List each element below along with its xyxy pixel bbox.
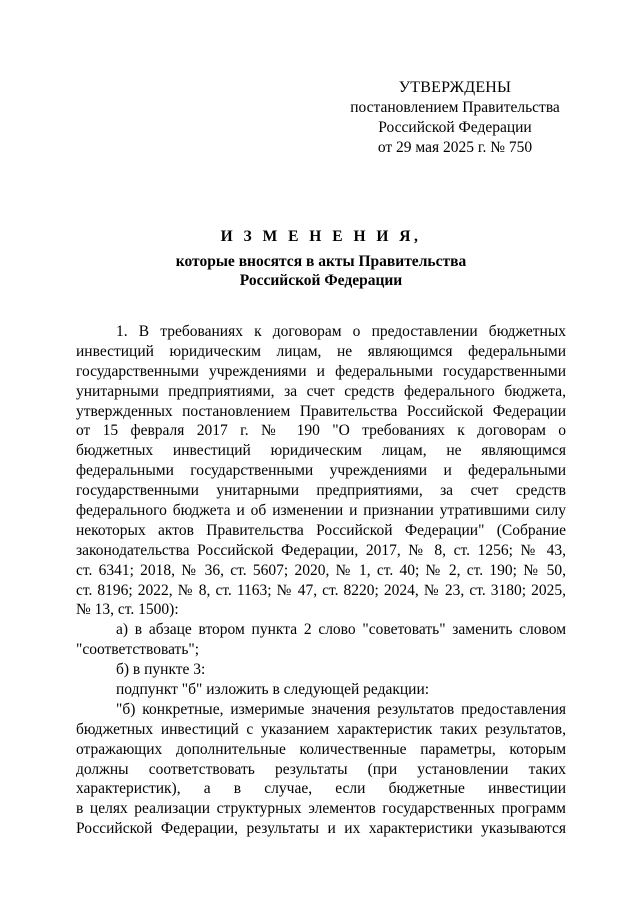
body-line: некоторых актов Правительства Российской Федерации" (Собрание bbox=[76, 521, 566, 539]
body-line: в целях реализации структурных элементов государственных программ bbox=[76, 800, 566, 818]
body-line: ст. 6341; 2018, № 36, ст. 5607; 2020, № 1, ст. 40; № 2, ст. 190; № 50, bbox=[76, 561, 566, 579]
approval-stamp bbox=[330, 78, 580, 158]
document-title: И З М Е Н Е Н И Я, bbox=[220, 228, 422, 245]
body-line: законодательства Российской Федерации, 2017, № 8, ст. 1256; № 43, bbox=[76, 541, 566, 559]
body-line: должны соответствовать результаты (при установлении таких bbox=[76, 760, 566, 778]
body-line: инвестиций юридическим лицам, не являющимся федеральными bbox=[76, 342, 566, 360]
body-line: федерального бюджета и об изменении и признании утратившими силу bbox=[76, 502, 566, 520]
approval-line-3: от 29 мая 2025 г. № 750 bbox=[377, 139, 533, 156]
approval-heading: УТВЕРЖДЕНЫ bbox=[398, 79, 512, 96]
subtitle-line-2: Российской Федерации bbox=[239, 272, 403, 289]
body-line: от 15 февраля 2017 г. № 190 "О требованиях к договорам о bbox=[76, 422, 566, 440]
document-body bbox=[76, 322, 566, 839]
body-line: государственными унитарными предприятиями, за счет средств bbox=[76, 482, 566, 500]
body-line: федеральными государственными учреждениями и федеральными bbox=[76, 462, 566, 480]
body-line: а) в абзаце втором пункта 2 слово "советовать" заменить словом bbox=[116, 621, 566, 639]
body-line: подпункт "б" изложить в следующей редакции: bbox=[116, 681, 430, 699]
body-line: "соответствовать"; bbox=[76, 641, 200, 659]
body-line: унитарными предприятиями, за счет средств федерального бюджета, bbox=[76, 382, 566, 400]
body-line: 1. В требованиях к договорам о предоставлении бюджетных bbox=[116, 323, 566, 340]
body-line: "б) конкретные, измеримые значения результатов предоставления bbox=[116, 700, 566, 718]
approval-line-2: Российской Федерации bbox=[378, 119, 532, 136]
body-line: б) в пункте 3: bbox=[116, 661, 206, 679]
body-line: бюджетных инвестиций юридическим лицам, не являющимся bbox=[76, 442, 566, 460]
body-line: характеристик), а в случае, если бюджетные инвестиции bbox=[76, 780, 566, 798]
body-line: государственными учреждениями и федеральными государственными bbox=[76, 362, 566, 380]
subtitle-line-1: которые вносятся в акты Правительства bbox=[175, 253, 467, 270]
body-line: утвержденных постановлением Правительства Российской Федерации bbox=[76, 402, 566, 420]
body-line: Российской Федерации, результаты и их характеристики указываются bbox=[76, 820, 566, 838]
document-subtitle bbox=[76, 252, 566, 290]
body-line: ст. 8196; 2022, № 8, ст. 1163; № 47, ст. 8220; 2024, № 23, ст. 3180; 2025, bbox=[76, 581, 566, 599]
body-line: отражающих дополнительные количественные параметры, которым bbox=[76, 740, 566, 758]
body-line: № 13, ст. 1500): bbox=[76, 601, 179, 619]
body-line: бюджетных инвестиций с указанием характеристик таких результатов, bbox=[76, 720, 566, 738]
approval-line-1: постановлением Правительства bbox=[350, 99, 560, 116]
